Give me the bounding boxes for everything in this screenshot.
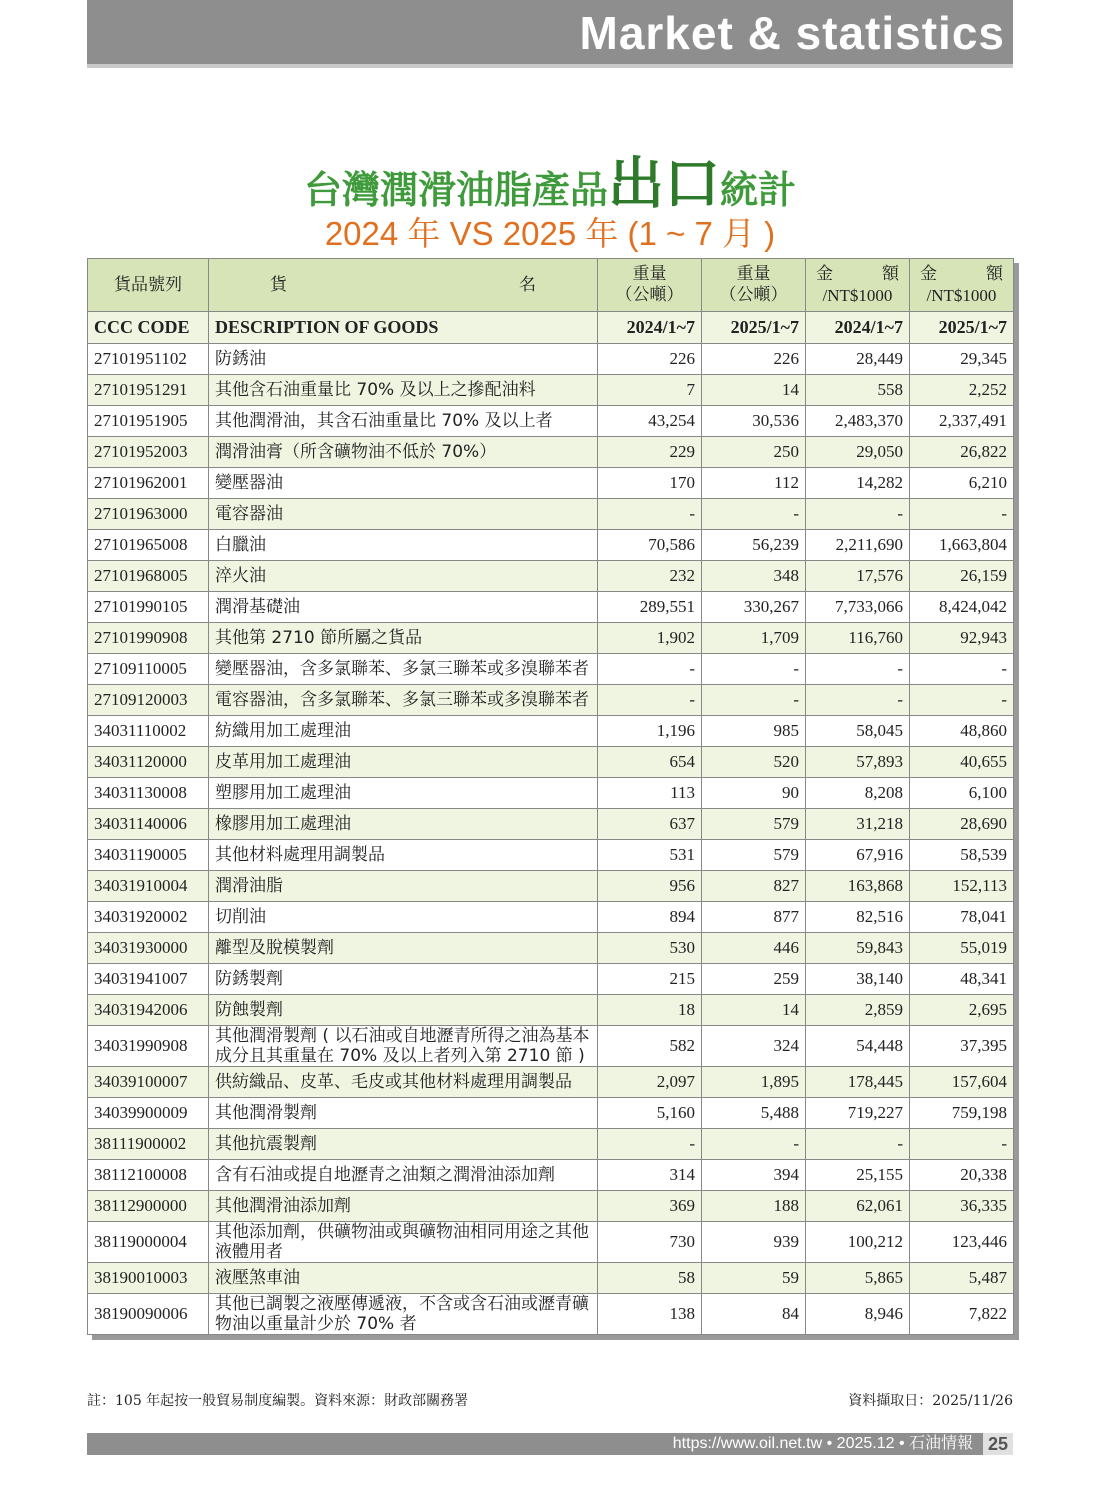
export-stats-table <box>87 258 1014 1335</box>
cell-code: 34031942006 <box>88 995 209 1026</box>
cell-amount-2025: 55,019 <box>910 933 1014 964</box>
cell-amount-2024: - <box>806 499 910 530</box>
cell-name: 白臘油 <box>209 530 598 561</box>
cell-amount-2024: 14,282 <box>806 468 910 499</box>
cell-amount-2025: 152,113 <box>910 871 1014 902</box>
cell-code: 27109110005 <box>88 654 209 685</box>
table-row <box>88 1222 1014 1263</box>
cell-weight-2024: 582 <box>598 1026 702 1067</box>
cell-name: 供紡織品、皮革、毛皮或其他材料處理用調製品 <box>209 1067 598 1098</box>
cell-weight-2024: - <box>598 499 702 530</box>
cell-name: 其他含石油重量比 70% 及以上之摻配油料 <box>209 375 598 406</box>
cell-code: 27101990105 <box>88 592 209 623</box>
cell-amount-2025: 92,943 <box>910 623 1014 654</box>
cell-amount-2024: 59,843 <box>806 933 910 964</box>
cell-code: 38112900000 <box>88 1191 209 1222</box>
cell-amount-2025: 1,663,804 <box>910 530 1014 561</box>
table-row <box>88 1160 1014 1191</box>
cell-name: 液壓煞車油 <box>209 1263 598 1294</box>
cell-amount-2025: 78,041 <box>910 902 1014 933</box>
cell-weight-2024: 531 <box>598 840 702 871</box>
cell-amount-2025: 6,100 <box>910 778 1014 809</box>
cell-weight-2025: 250 <box>702 437 806 468</box>
cell-weight-2024: 229 <box>598 437 702 468</box>
subheader-code: CCC CODE <box>88 312 209 344</box>
cell-weight-2025: 579 <box>702 809 806 840</box>
cell-weight-2024: 2,097 <box>598 1067 702 1098</box>
cell-weight-2025: 112 <box>702 468 806 499</box>
cell-weight-2024: 654 <box>598 747 702 778</box>
cell-amount-2025: 6,210 <box>910 468 1014 499</box>
cell-amount-2025: 7,822 <box>910 1294 1014 1335</box>
cell-amount-2025: 40,655 <box>910 747 1014 778</box>
table-row <box>88 623 1014 654</box>
cell-name: 橡膠用加工處理油 <box>209 809 598 840</box>
cell-name: 防銹製劑 <box>209 964 598 995</box>
page-number: 25 <box>983 1433 1013 1455</box>
cell-code: 38190090006 <box>88 1294 209 1335</box>
cell-amount-2024: 82,516 <box>806 902 910 933</box>
cell-name: 防銹油 <box>209 344 598 375</box>
cell-code: 34039900009 <box>88 1098 209 1129</box>
cell-name: 其他材料處理用調製品 <box>209 840 598 871</box>
table-row <box>88 1191 1014 1222</box>
cell-amount-2025: 2,252 <box>910 375 1014 406</box>
cell-amount-2024: 28,449 <box>806 344 910 375</box>
cell-code: 38112100008 <box>88 1160 209 1191</box>
table-row <box>88 592 1014 623</box>
table-row <box>88 995 1014 1026</box>
cell-code: 27101951102 <box>88 344 209 375</box>
cell-amount-2025: 48,341 <box>910 964 1014 995</box>
table-row <box>88 499 1014 530</box>
cell-code: 27109120003 <box>88 685 209 716</box>
footer-text: https://www.oil.net.tw • 2025.12 • 石油情報 <box>672 1435 973 1452</box>
cell-code: 27101963000 <box>88 499 209 530</box>
table-row <box>88 747 1014 778</box>
cell-code: 27101951905 <box>88 406 209 437</box>
cell-weight-2025: 330,267 <box>702 592 806 623</box>
cell-weight-2025: 394 <box>702 1160 806 1191</box>
cell-weight-2025: 446 <box>702 933 806 964</box>
table-row <box>88 933 1014 964</box>
cell-amount-2025: - <box>910 499 1014 530</box>
cell-amount-2024: - <box>806 685 910 716</box>
subheader-row <box>88 312 1014 344</box>
cell-amount-2025: - <box>910 1129 1014 1160</box>
cell-amount-2024: 7,733,066 <box>806 592 910 623</box>
cell-amount-2024: 178,445 <box>806 1067 910 1098</box>
cell-amount-2025: 20,338 <box>910 1160 1014 1191</box>
amount-label-right: 額 <box>882 264 899 284</box>
table-row <box>88 654 1014 685</box>
header-amount-2024 <box>806 259 910 312</box>
cell-code: 38190010003 <box>88 1263 209 1294</box>
cell-code: 34031110002 <box>88 716 209 747</box>
cell-name: 其他潤滑製劑 ( 以石油或自地瀝青所得之油為基本成分且其重量在 70% 及以上者列入第 2710 節 ) <box>209 1026 598 1067</box>
cell-amount-2024: 5,865 <box>806 1263 910 1294</box>
cell-weight-2024: 730 <box>598 1222 702 1263</box>
footnote-date: 資料擷取日：2025/11/26 <box>848 1393 1013 1409</box>
cell-name: 其他潤滑製劑 <box>209 1098 598 1129</box>
cell-weight-2025: 1,895 <box>702 1067 806 1098</box>
table-row <box>88 406 1014 437</box>
cell-code: 38111900002 <box>88 1129 209 1160</box>
cell-weight-2025: 579 <box>702 840 806 871</box>
cell-amount-2024: 29,050 <box>806 437 910 468</box>
cell-amount-2024: 2,211,690 <box>806 530 910 561</box>
table-row <box>88 561 1014 592</box>
cell-weight-2024: - <box>598 1129 702 1160</box>
cell-weight-2024: 170 <box>598 468 702 499</box>
footer-bar <box>87 1433 983 1455</box>
cell-code: 34031920002 <box>88 902 209 933</box>
table-row <box>88 1026 1014 1067</box>
cell-weight-2024: 18 <box>598 995 702 1026</box>
cell-amount-2024: 67,916 <box>806 840 910 871</box>
cell-weight-2025: 985 <box>702 716 806 747</box>
cell-weight-2024: 637 <box>598 809 702 840</box>
cell-amount-2025: - <box>910 654 1014 685</box>
header-amount-2025 <box>910 259 1014 312</box>
table-row <box>88 902 1014 933</box>
cell-weight-2025: 259 <box>702 964 806 995</box>
cell-code: 27101968005 <box>88 561 209 592</box>
cell-name: 其他已調製之液壓傳遞液，不含或含石油或瀝青礦物油以重量計少於 70% 者 <box>209 1294 598 1335</box>
cell-amount-2024: 25,155 <box>806 1160 910 1191</box>
cell-amount-2025: 2,695 <box>910 995 1014 1026</box>
footnote-source: 註：105 年起按一般貿易制度編製。資料來源：財政部關務署 <box>87 1393 469 1409</box>
cell-amount-2024: 38,140 <box>806 964 910 995</box>
table-row <box>88 375 1014 406</box>
cell-weight-2025: - <box>702 499 806 530</box>
cell-amount-2025: 2,337,491 <box>910 406 1014 437</box>
cell-weight-2024: 1,902 <box>598 623 702 654</box>
cell-weight-2024: 7 <box>598 375 702 406</box>
cell-name: 淬火油 <box>209 561 598 592</box>
cell-weight-2024: - <box>598 654 702 685</box>
header-row <box>88 259 1014 312</box>
cell-weight-2024: 1,196 <box>598 716 702 747</box>
cell-weight-2025: 939 <box>702 1222 806 1263</box>
cell-name: 塑膠用加工處理油 <box>209 778 598 809</box>
cell-name: 防蝕製劑 <box>209 995 598 1026</box>
cell-name: 變壓器油，含多氯聯苯、多氯三聯苯或多溴聯苯者 <box>209 654 598 685</box>
cell-amount-2025: 123,446 <box>910 1222 1014 1263</box>
cell-amount-2025: 759,198 <box>910 1098 1014 1129</box>
cell-weight-2025: 5,488 <box>702 1098 806 1129</box>
cell-amount-2025: 29,345 <box>910 344 1014 375</box>
section-title: Market & statistics <box>579 7 1005 59</box>
cell-amount-2024: 58,045 <box>806 716 910 747</box>
cell-amount-2024: 2,859 <box>806 995 910 1026</box>
cell-amount-2024: 116,760 <box>806 623 910 654</box>
cell-weight-2025: 14 <box>702 995 806 1026</box>
table-row <box>88 1098 1014 1129</box>
cell-name: 電容器油，含多氯聯苯、多氯三聯苯或多溴聯苯者 <box>209 685 598 716</box>
cell-weight-2024: 70,586 <box>598 530 702 561</box>
cell-weight-2024: 215 <box>598 964 702 995</box>
cell-weight-2025: 56,239 <box>702 530 806 561</box>
cell-amount-2025: 58,539 <box>910 840 1014 871</box>
cell-amount-2024: - <box>806 654 910 685</box>
cell-amount-2024: 17,576 <box>806 561 910 592</box>
subheader-a2024: 2024/1~7 <box>806 312 910 344</box>
cell-name: 潤滑油脂 <box>209 871 598 902</box>
weight-label: 重量 <box>736 264 771 284</box>
cell-weight-2024: 58 <box>598 1263 702 1294</box>
table-row <box>88 809 1014 840</box>
cell-amount-2024: 2,483,370 <box>806 406 910 437</box>
cell-weight-2025: 226 <box>702 344 806 375</box>
cell-amount-2024: 62,061 <box>806 1191 910 1222</box>
cell-weight-2025: - <box>702 654 806 685</box>
header-divider <box>87 64 1013 68</box>
cell-weight-2025: 188 <box>702 1191 806 1222</box>
weight-unit: （公噸） <box>719 285 788 305</box>
cell-code: 34031190005 <box>88 840 209 871</box>
amount-unit: /NT$1000 <box>822 286 893 305</box>
cell-amount-2025: 36,335 <box>910 1191 1014 1222</box>
cell-amount-2025: 26,159 <box>910 561 1014 592</box>
cell-weight-2024: 956 <box>598 871 702 902</box>
cell-code: 34031990908 <box>88 1026 209 1067</box>
cell-name: 含有石油或提自地瀝青之油類之潤滑油添加劑 <box>209 1160 598 1191</box>
cell-name: 潤滑基礎油 <box>209 592 598 623</box>
header-name <box>209 259 598 312</box>
cell-weight-2025: 348 <box>702 561 806 592</box>
cell-weight-2024: 369 <box>598 1191 702 1222</box>
cell-name: 其他潤滑油添加劑 <box>209 1191 598 1222</box>
cell-amount-2024: 163,868 <box>806 871 910 902</box>
cell-amount-2025: 28,690 <box>910 809 1014 840</box>
cell-weight-2024: 894 <box>598 902 702 933</box>
cell-weight-2024: 226 <box>598 344 702 375</box>
subheader-w2024: 2024/1~7 <box>598 312 702 344</box>
cell-weight-2025: 877 <box>702 902 806 933</box>
table-row <box>88 1129 1014 1160</box>
table-row <box>88 468 1014 499</box>
table-row <box>88 1067 1014 1098</box>
cell-amount-2024: 100,212 <box>806 1222 910 1263</box>
cell-code: 27101952003 <box>88 437 209 468</box>
page-subtitle: 2024 年 VS 2025 年 (1 ~ 7 月 ) <box>324 215 776 252</box>
table-row <box>88 716 1014 747</box>
cell-code: 34031120000 <box>88 747 209 778</box>
cell-amount-2025: 37,395 <box>910 1026 1014 1067</box>
cell-amount-2025: 26,822 <box>910 437 1014 468</box>
cell-name: 其他添加劑，供礦物油或與礦物油相同用途之其他液體用者 <box>209 1222 598 1263</box>
cell-amount-2025: 5,487 <box>910 1263 1014 1294</box>
header-bar <box>87 0 1013 64</box>
cell-weight-2024: 113 <box>598 778 702 809</box>
cell-amount-2024: 8,946 <box>806 1294 910 1335</box>
cell-name: 變壓器油 <box>209 468 598 499</box>
cell-code: 27101990908 <box>88 623 209 654</box>
cell-amount-2025: - <box>910 685 1014 716</box>
header-weight-2024 <box>598 259 702 312</box>
cell-amount-2025: 8,424,042 <box>910 592 1014 623</box>
cell-amount-2024: 8,208 <box>806 778 910 809</box>
cell-name: 離型及脫模製劑 <box>209 933 598 964</box>
cell-weight-2024: 43,254 <box>598 406 702 437</box>
table-row <box>88 840 1014 871</box>
cell-weight-2024: 314 <box>598 1160 702 1191</box>
header-code: 貨品號列 <box>88 259 209 312</box>
subheader-w2025: 2025/1~7 <box>702 312 806 344</box>
header-name-left: 貨 <box>270 274 287 295</box>
cell-code: 34039100007 <box>88 1067 209 1098</box>
table-row <box>88 778 1014 809</box>
title-part-1: 台灣潤滑油脂產品 <box>303 167 608 212</box>
subheader-a2025: 2025/1~7 <box>910 312 1014 344</box>
cell-name: 潤滑油膏（所含礦物油不低於 70%） <box>209 437 598 468</box>
cell-code: 34031910004 <box>88 871 209 902</box>
cell-weight-2025: 14 <box>702 375 806 406</box>
cell-weight-2025: 324 <box>702 1026 806 1067</box>
cell-code: 27101962001 <box>88 468 209 499</box>
cell-weight-2025: 1,709 <box>702 623 806 654</box>
title-part-2: 出口 <box>608 151 720 217</box>
cell-amount-2025: 48,860 <box>910 716 1014 747</box>
table-row <box>88 437 1014 468</box>
cell-weight-2025: 90 <box>702 778 806 809</box>
amount-label-left: 金 <box>816 264 833 284</box>
amount-unit: /NT$1000 <box>926 286 997 305</box>
cell-name: 其他抗震製劑 <box>209 1129 598 1160</box>
header-name-right: 名 <box>519 274 536 295</box>
cell-amount-2024: 31,218 <box>806 809 910 840</box>
cell-name: 皮革用加工處理油 <box>209 747 598 778</box>
cell-weight-2025: - <box>702 685 806 716</box>
cell-weight-2025: 827 <box>702 871 806 902</box>
subheader-name: DESCRIPTION OF GOODS <box>209 312 598 344</box>
cell-name: 電容器油 <box>209 499 598 530</box>
table-row <box>88 685 1014 716</box>
cell-code: 34031930000 <box>88 933 209 964</box>
cell-name: 其他潤滑油，其含石油重量比 70% 及以上者 <box>209 406 598 437</box>
table-body <box>88 344 1014 1335</box>
table-row <box>88 530 1014 561</box>
cell-code: 34031941007 <box>88 964 209 995</box>
cell-code: 27101951291 <box>88 375 209 406</box>
cell-weight-2025: 59 <box>702 1263 806 1294</box>
cell-weight-2024: 5,160 <box>598 1098 702 1129</box>
cell-amount-2024: 57,893 <box>806 747 910 778</box>
cell-code: 34031130008 <box>88 778 209 809</box>
cell-amount-2024: 558 <box>806 375 910 406</box>
cell-name: 其他第 2710 節所屬之貨品 <box>209 623 598 654</box>
cell-amount-2024: 54,448 <box>806 1026 910 1067</box>
table-row <box>88 964 1014 995</box>
table-row <box>88 344 1014 375</box>
cell-weight-2025: 520 <box>702 747 806 778</box>
cell-weight-2024: 138 <box>598 1294 702 1335</box>
cell-name: 紡織用加工處理油 <box>209 716 598 747</box>
cell-weight-2024: 289,551 <box>598 592 702 623</box>
cell-amount-2025: 157,604 <box>910 1067 1014 1098</box>
amount-label-left: 金 <box>920 264 937 284</box>
cell-weight-2024: - <box>598 685 702 716</box>
cell-weight-2024: 530 <box>598 933 702 964</box>
amount-label-right: 額 <box>986 264 1003 284</box>
table-row <box>88 1294 1014 1335</box>
cell-name: 切削油 <box>209 902 598 933</box>
title-part-3: 統計 <box>720 167 797 212</box>
cell-weight-2024: 232 <box>598 561 702 592</box>
cell-weight-2025: - <box>702 1129 806 1160</box>
cell-code: 27101965008 <box>88 530 209 561</box>
cell-amount-2024: 719,227 <box>806 1098 910 1129</box>
cell-weight-2025: 84 <box>702 1294 806 1335</box>
header-weight-2025 <box>702 259 806 312</box>
cell-weight-2025: 30,536 <box>702 406 806 437</box>
table-row <box>88 1263 1014 1294</box>
cell-code: 38119000004 <box>88 1222 209 1263</box>
table-row <box>88 871 1014 902</box>
cell-amount-2024: - <box>806 1129 910 1160</box>
weight-unit: （公噸） <box>615 285 684 305</box>
weight-label: 重量 <box>632 264 667 284</box>
cell-code: 34031140006 <box>88 809 209 840</box>
